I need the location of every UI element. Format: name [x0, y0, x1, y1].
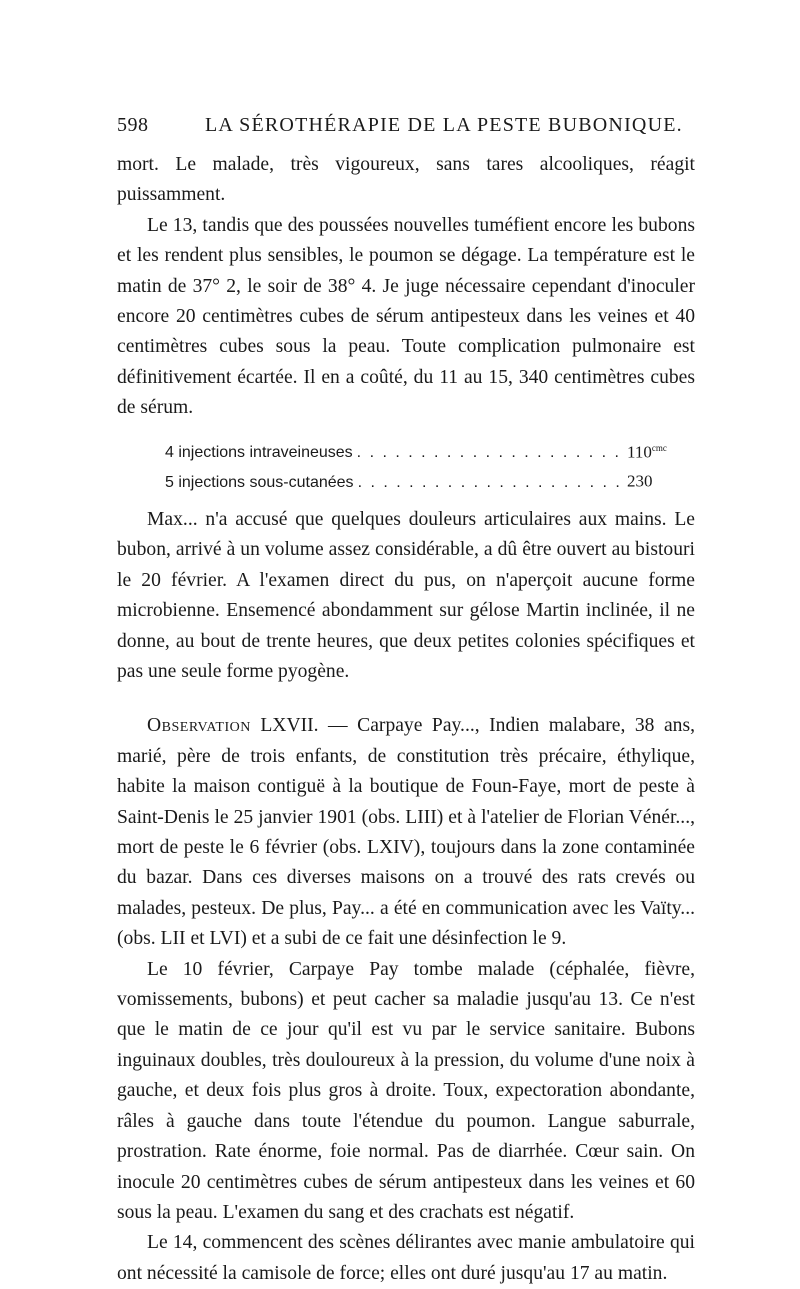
running-title: LA SÉROTHÉRAPIE DE LA PESTE BUBONIQUE.	[205, 114, 683, 136]
page-header	[117, 114, 695, 142]
injection-label: 4 injections intraveineuses	[165, 444, 353, 462]
leader-dots	[358, 470, 623, 495]
section-gap	[117, 687, 695, 711]
paragraph-day-10: Le 10 février, Carpaye Pay tombe malade (céphalée, fièvre, vomissements, bubons) et peut cacher sa maladie jusqu'au 13. Ce n'est que le matin de ce jour qu'il est vu par le service sanitaire. Bubons inguinaux doubles, très douloureux à la pression, du volume d'une noix à gauche, et deux fois plus gros à droite. Toux, expectoration abondante, râles à gauche dans toute l'étendue du poumon. Langue saburrale, prostration. Rate énorme, foie normal. Pas de diarrhée. Cœur sain. On inocule 20 centimètres cubes de sérum antipesteux dans les veines et 60 sous la peau. L'examen du sang et des crachats est négatif.	[117, 958, 695, 1223]
observation-text: LXVII. — Carpaye Pay..., Indien malabare, 38 ans, marié, père de trois enfants, de constitution très précaire, éthylique, habite la maison contiguë à la boutique de Foun-Faye, mort de peste à Saint-Denis le 25 janvier 1901 (obs. LIII) et à l'atelier de Florian Vénér..., mort de peste le 6 février (obs. LXIV), toujours dans la zone contaminée du bazar. Dans ces diverses maisons on a trouvé des rats crevés ou malades, pesteux. De plus, Pay... a été en communication avec les Vaïty... (obs. LII et LVI) et a subi de ce fait une désinfection le 9.	[117, 715, 695, 950]
injection-value: $110^{cmc}$	[627, 442, 667, 462]
leader-dots	[357, 440, 623, 465]
paragraph-day-14: Le 14, commencent des scènes délirantes avec manie ambulatoire qui ont nécessité la camisole de force; elles ont duré jusqu'au 17 au matin.	[117, 1232, 695, 1284]
injection-summary	[117, 436, 695, 495]
paragraph-max: Max... n'a accusé que quelques douleurs articulaires aux mains. Le bubon, arrivé à un volume assez considérable, a dû être ouvert au bistouri le 20 février. A l'examen direct du pus, on n'aperçoit aucune forme microbienne. Ensemencé abondamment sur gélose Martin inclinée, il ne donne, au bout de trente heures, que deux petites colonies spécifiques et pas une seule forme pyogène.	[117, 508, 695, 682]
injection-row	[117, 436, 695, 466]
injection-label: 5 injections sous-cutanées	[165, 473, 354, 491]
injection-value: 230	[627, 471, 653, 491]
injection-row	[117, 465, 695, 495]
paragraph-continuation: mort. Le malade, très vigoureux, sans tares alcooliques, réagit puissamment.	[117, 154, 695, 206]
paragraph-observation	[117, 711, 695, 954]
body-text	[117, 150, 695, 1289]
page-number: 598	[117, 114, 149, 136]
paragraph-day-13: Le 13, tandis que des poussées nouvelles tuméfient encore les bubons et les rendent plus sensibles, le poumon se dégage. La température est le matin de 37° 2, le soir de 38° 4. Je juge nécessaire cependant d'inoculer encore 20 centimètres cubes de sérum antipesteux dans les veines et 40 centimètres cubes sous la peau. Toute complication pulmonaire est définitivement écartée. Il en a coûté, du 11 au 15, 340 centimètres cubes de sérum.	[117, 214, 695, 419]
observation-label: Observation	[147, 715, 251, 737]
